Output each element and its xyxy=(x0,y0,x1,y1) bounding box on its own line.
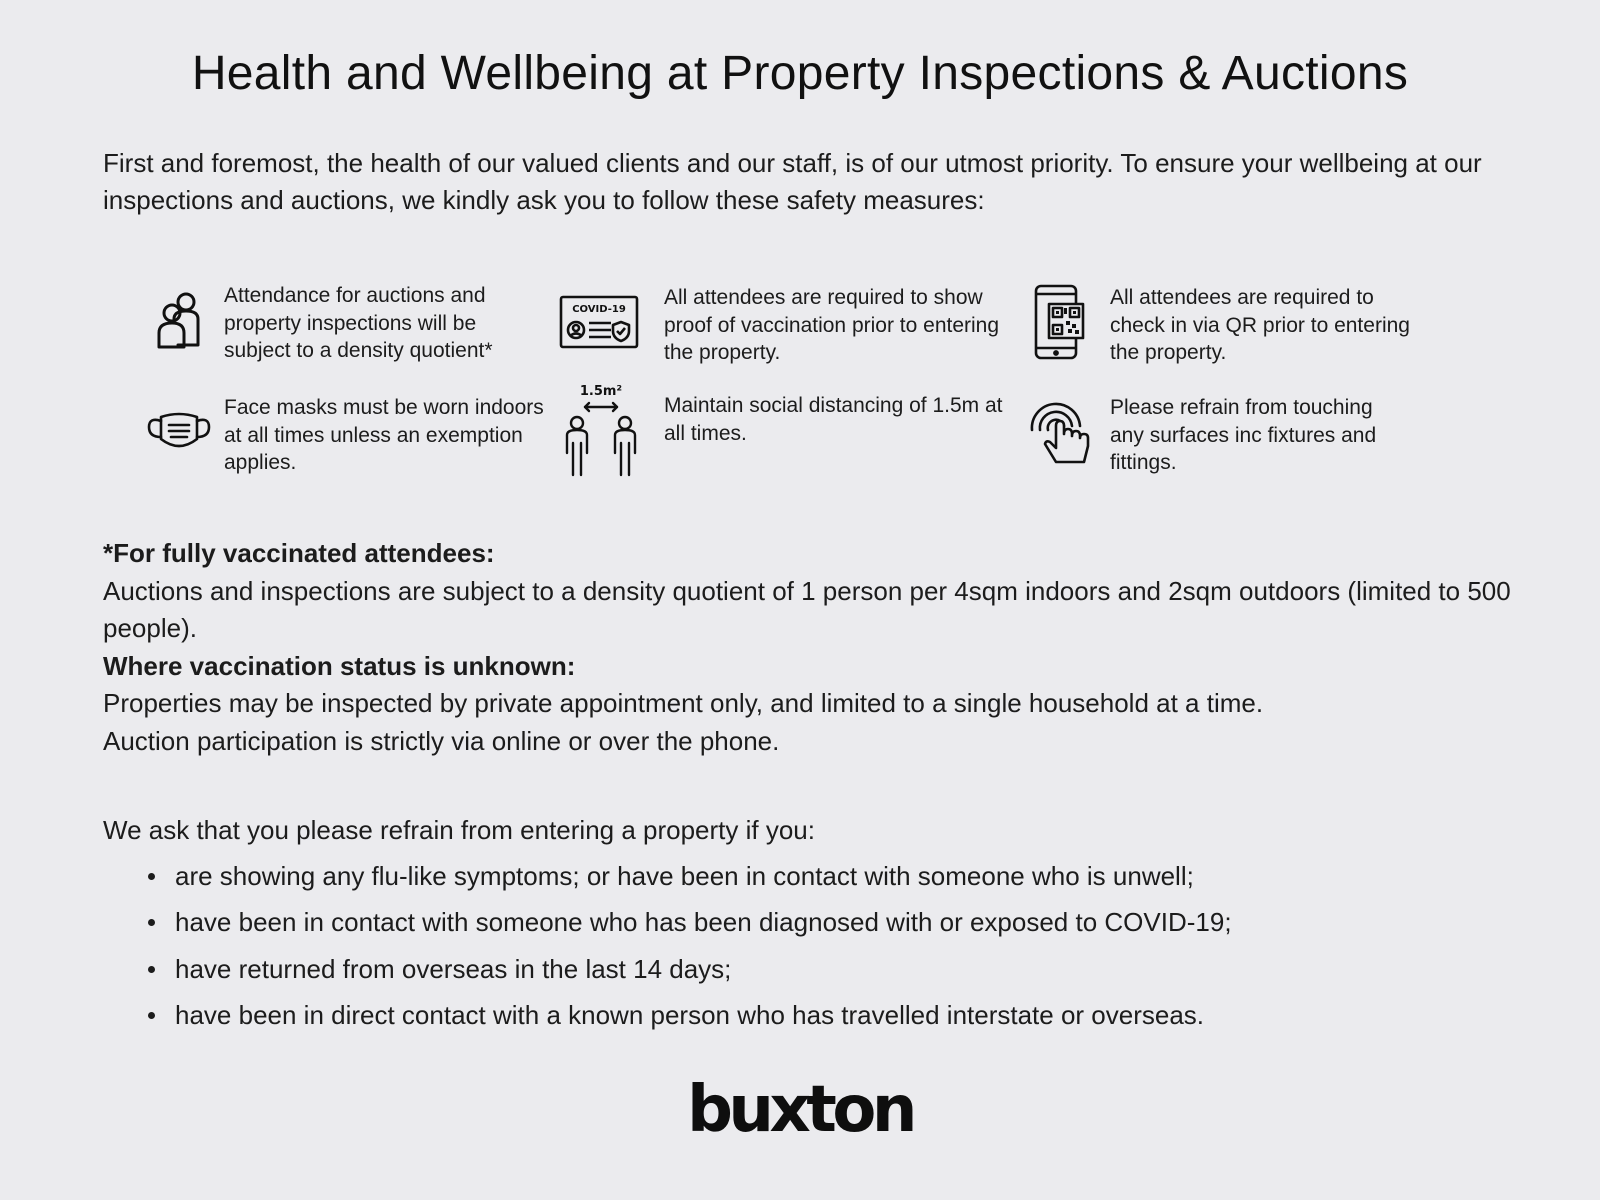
density-conditions xyxy=(103,535,1523,760)
unknown-status-text: Auction participation is strictly via online or over the phone. xyxy=(103,725,780,756)
measure-text: Face masks must be worn indoors at all times unless an exemption applies. xyxy=(224,396,544,474)
vaccinated-heading: *For fully vaccinated attendees: xyxy=(103,538,495,568)
social-distance-icon xyxy=(566,384,632,470)
vaccinated-text: Auctions and inspections are subject to a density quotient of 1 person per 4sqm indoors and 2sqm outdoors (limited to 500 people). xyxy=(103,575,1511,643)
list-item xyxy=(103,860,1232,906)
list-item-text: have been in direct contact with a known person who has travelled interstate or overseas. xyxy=(175,999,1205,1030)
phone-qr-icon xyxy=(1026,282,1092,362)
measure-text: Attendance for auctions and property inspections will be subject to a density quotient* xyxy=(224,284,493,362)
page-title: Health and Wellbeing at Property Inspections & Auctions xyxy=(191,47,1409,100)
face-mask-icon xyxy=(146,392,212,472)
bullet xyxy=(148,873,155,880)
bullet xyxy=(148,919,155,926)
measure-text: All attendees are required to check in via QR prior to entering the property. xyxy=(1110,286,1410,364)
measure-qr-check-in xyxy=(1026,282,1410,367)
measure-proof-of-vaccination xyxy=(566,282,1004,367)
list-item-text: have returned from overseas in the last 14 days; xyxy=(175,953,732,984)
list-item xyxy=(103,906,1232,952)
list-item-text: are showing any flu-like symptoms; or have been in contact with someone who is unwell; xyxy=(175,861,1194,891)
list-item xyxy=(103,999,1232,1045)
buxton-logo: buxton xyxy=(687,1073,913,1147)
bullet xyxy=(148,1012,155,1019)
touch-hand-icon xyxy=(1026,392,1092,472)
measure-no-touching xyxy=(1026,392,1410,477)
measure-social-distancing xyxy=(566,384,1004,470)
distance-label: 1.5m² xyxy=(579,384,623,399)
list-item-text: have been in contact with someone who has been diagnosed with or exposed to COVID-19; xyxy=(175,907,1232,938)
refrain-list xyxy=(103,860,1232,1045)
measure-text: All attendees are required to show proof of vaccination prior to entering the property. xyxy=(664,286,1000,364)
refrain-lead: We ask that you please refrain from entering a property if you: xyxy=(103,815,815,845)
covid-label: COVID-19 xyxy=(572,304,626,315)
unknown-status-text: Properties may be inspected by private appointment only, and limited to a single household at a time. xyxy=(103,688,1264,718)
list-item xyxy=(103,953,1232,999)
people-icon xyxy=(146,280,212,360)
intro-paragraph: First and foremost, the health of our valued clients and our staff, is of our utmost priority. To ensure your wellbeing at our inspections and auctions, we kindly ask you to follow these safety measures: xyxy=(103,148,1482,215)
measure-density-quotient xyxy=(146,280,544,365)
covid-certificate-icon xyxy=(566,282,632,362)
measure-face-masks xyxy=(146,392,544,477)
measure-text: Maintain social distancing of 1.5m at all times. xyxy=(664,394,1003,445)
unknown-status-heading: Where vaccination status is unknown: xyxy=(103,650,576,681)
measure-text: Please refrain from touching any surfaces inc fixtures and fittings. xyxy=(1110,396,1377,474)
bullet xyxy=(148,966,155,973)
